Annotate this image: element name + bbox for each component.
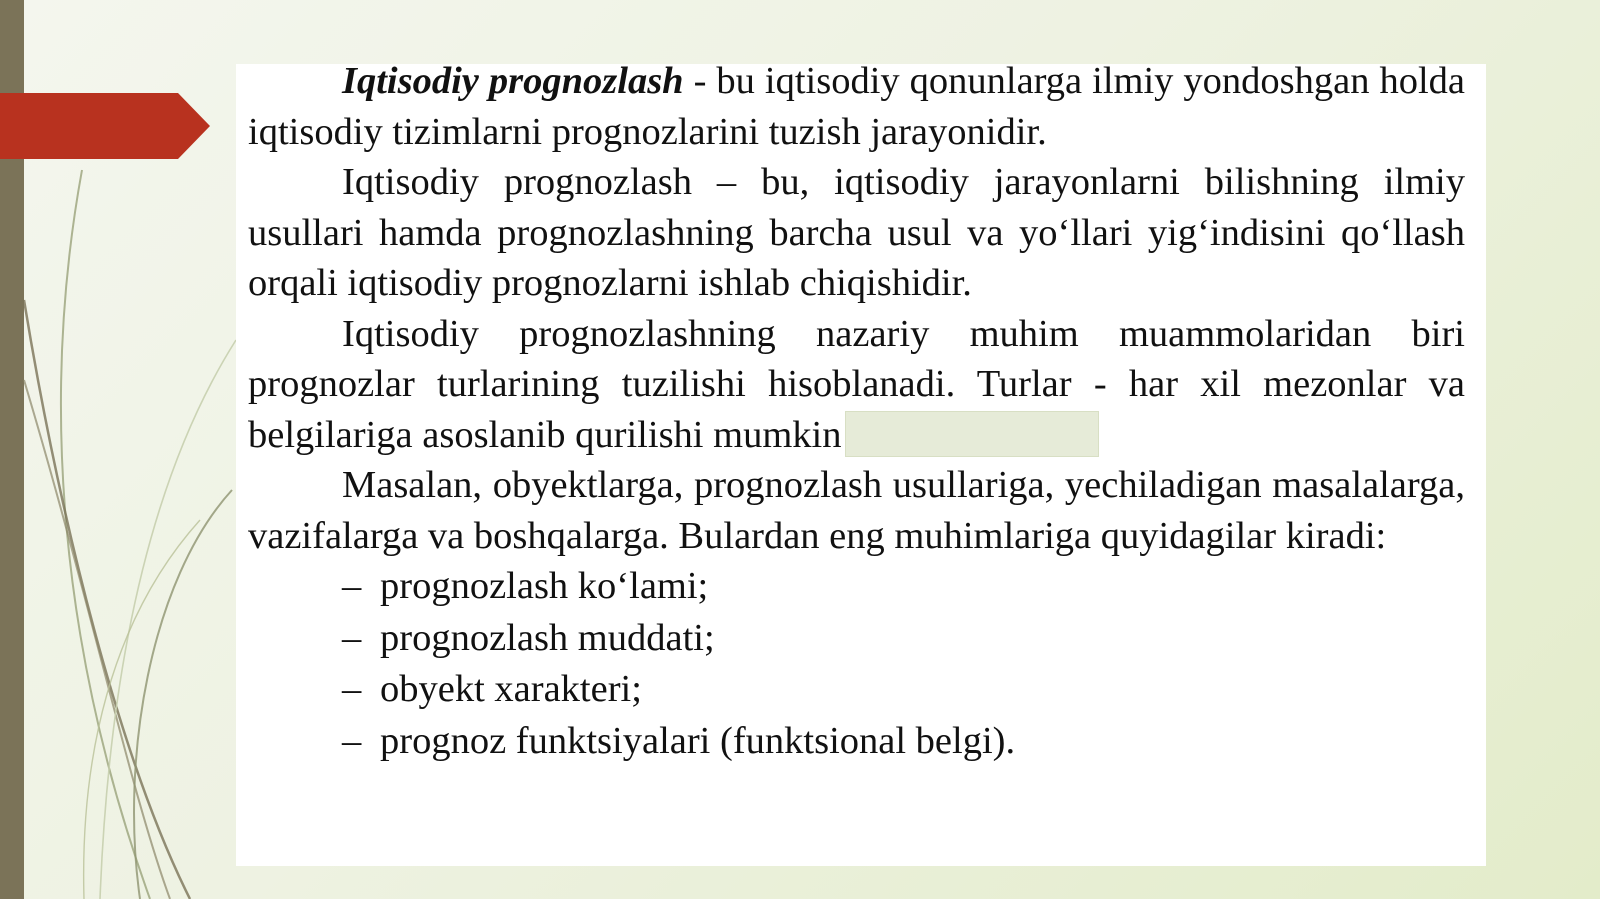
- definition-term: Iqtisodiy prognozlash: [342, 60, 684, 102]
- list-item-text: prognozlash ko‘lami;: [380, 565, 709, 607]
- list-item: [342, 561, 1465, 613]
- criteria-list: [248, 561, 1465, 767]
- paragraph-2: Iqtisodiy prognozlash – bu, iqtisodiy jarayonlarni bilishning ilmiy usullari hamda prognozlashning barcha usul va yo‘llari yig‘indisini qo‘llash orqali iqtisodiy prognozlarni ishlab chiqishidir.: [248, 161, 1465, 304]
- list-item: [342, 613, 1465, 665]
- paragraph-3: [248, 309, 1465, 461]
- list-item: [342, 664, 1465, 716]
- list-item-text: prognozlash muddati;: [380, 616, 715, 659]
- dash-marker: –: [342, 616, 362, 659]
- paragraph-definition: [248, 56, 1465, 157]
- definition-text: - bu iqtisodiy qonunlarga ilmiy yondoshgan holda iqtisodiy tizimlarni prognozlarini tuzish jarayonidir.: [248, 60, 1465, 153]
- red-arrow-shape: [0, 93, 210, 159]
- dash-marker: –: [342, 565, 362, 607]
- dash-marker: –: [342, 719, 362, 762]
- list-item-text: prognoz funktsiyalari (funktsional belgi).: [380, 719, 1016, 762]
- dash-marker: –: [342, 668, 362, 710]
- paragraph-3-text: Iqtisodiy prognozlashning nazariy muhim muammolaridan biri prognozlar turlarining tuzilishi hisoblanadi. Turlar - har xil mezonlar va belgilariga asoslanib qurilishi mumkin: [248, 312, 1465, 456]
- highlight-rectangle: [845, 411, 1099, 457]
- list-item: [342, 716, 1465, 768]
- list-item-text: obyekt xarakteri;: [380, 668, 642, 710]
- paragraph-4: Masalan, obyektlarga, prognozlash usullariga, yechiladigan masalalarga, vazifalarga va boshqalarga. Bulardan eng muhimlariga quyidagilar kiradi:: [248, 464, 1465, 557]
- slide-text-body: [248, 56, 1465, 767]
